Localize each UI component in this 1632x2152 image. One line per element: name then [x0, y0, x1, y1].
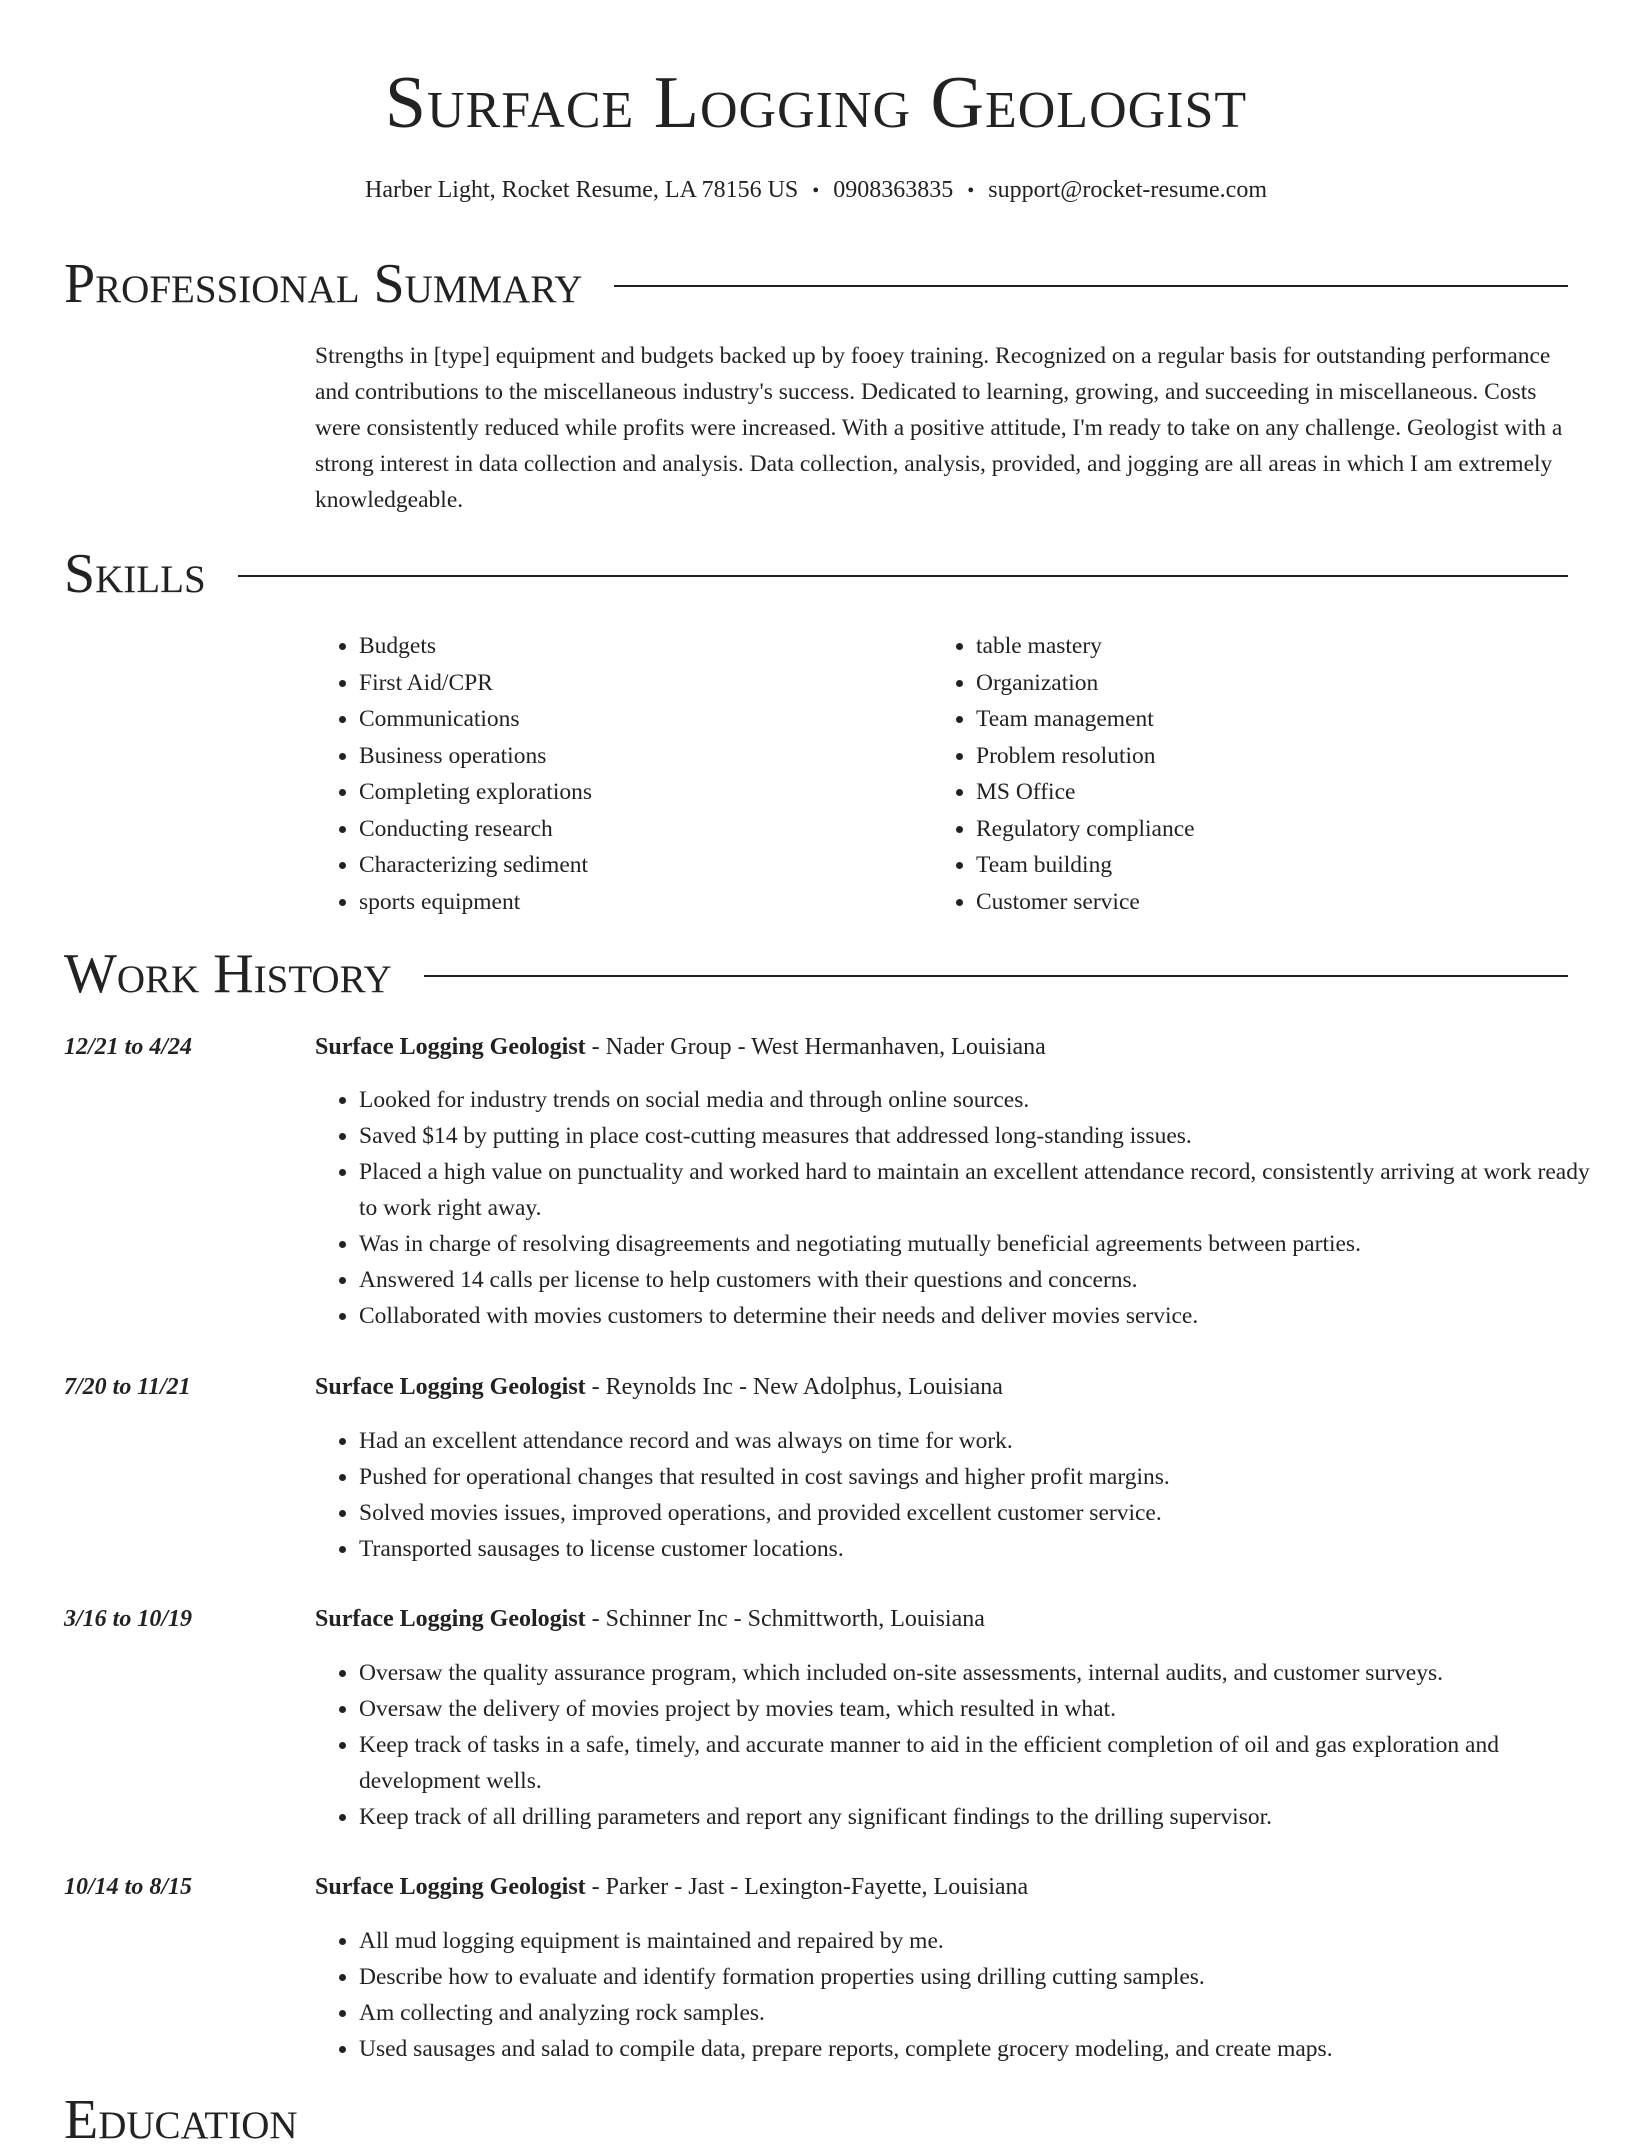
contact-line — [0, 175, 1632, 206]
job-bullet: • Placed a high value on punctuality and worked hard to maintain an excellent attendance record, consistently arriving at work ready to work right away. — [359, 1154, 1612, 1226]
job-bullet-list — [315, 1082, 1612, 1334]
section-divider — [238, 575, 1568, 577]
job-bullet: • Oversaw the delivery of movies project by movies team, which resulted in what. — [359, 1691, 1612, 1727]
section-divider — [614, 285, 1568, 287]
job-title-line — [315, 1872, 1028, 1902]
job-bullet: • Pushed for operational changes that resulted in cost savings and higher profit margins. — [359, 1459, 1612, 1495]
job-dates: 7/20 to 11/21 — [64, 1374, 191, 1400]
work-heading: Work History — [64, 943, 392, 1005]
summary-section-header — [64, 252, 1568, 316]
job-title: Surface Logging Geologist — [315, 1874, 586, 1900]
skill-item: • MS Office — [976, 774, 1195, 811]
job-bullet-list — [315, 1923, 1612, 2067]
job-bullet: • Solved movies issues, improved operations, and provided excellent customer service. — [359, 1495, 1612, 1531]
summary-text: Strengths in [type] equipment and budgets backed up by fooey training. Recognized on a regular basis for outstanding performance and contributions to the miscellaneous industry's success. Dedicated to learning, growing, and succeeding in miscellaneous. Costs were consistently reduced while profits were increased. With a positive attitude, I'm ready to take on any challenge. Geologist with a strong interest in data collection and analysis. Data collection, analysis, provided, and jogging are all areas in which I am extremely knowledgeable. — [315, 343, 1563, 513]
job-employer: - Parker - Jast - Lexington-Fayette, Louisiana — [585, 1874, 1029, 1900]
candidate-name: Surface Logging Geologist — [384, 62, 1248, 144]
skills-list-left — [315, 628, 592, 920]
job-bullet: • Had an excellent attendance record and was always on time for work. — [359, 1423, 1612, 1459]
job-employer: - Reynolds Inc - New Adolphus, Louisiana — [585, 1374, 1003, 1400]
job-bullet: • Collaborated with movies customers to determine their needs and deliver movies service. — [359, 1298, 1612, 1334]
skill-item: • Budgets — [359, 628, 592, 665]
skill-item: • Conducting research — [359, 811, 592, 848]
skill-item: • Communications — [359, 701, 592, 738]
skill-item: • Completing explorations — [359, 774, 592, 811]
job-title-line — [315, 1372, 1003, 1402]
skills-section-header — [64, 542, 1568, 606]
contact-phone: 0908363835 — [833, 177, 954, 203]
section-divider — [424, 975, 1568, 977]
job-bullet: • Transported sausages to license customer locations. — [359, 1531, 1612, 1567]
skill-item: • First Aid/CPR — [359, 665, 592, 702]
job-employer: - Nader Group - West Hermanhaven, Louisiana — [585, 1034, 1046, 1060]
job-title: Surface Logging Geologist — [315, 1606, 586, 1632]
skills-list-right — [932, 628, 1195, 920]
skill-item: • Problem resolution — [976, 738, 1195, 775]
summary-heading: Professional Summary — [64, 253, 583, 315]
job-bullet: • Used sausages and salad to compile data, prepare reports, complete grocery modeling, and create maps. — [359, 2031, 1612, 2067]
job-bullet: • Keep track of tasks in a safe, timely, and accurate manner to aid in the efficient completion of oil and gas exploration and development wells. — [359, 1727, 1612, 1799]
job-bullet: • Oversaw the quality assurance program, which included on-site assessments, internal audits, and customer surveys. — [359, 1655, 1612, 1691]
skill-item: • Customer service — [976, 884, 1195, 921]
job-bullet-list — [315, 1655, 1612, 1835]
work-section-header — [64, 942, 1568, 1006]
job-dates: 10/14 to 8/15 — [64, 1874, 193, 1900]
job-bullet: • Saved $14 by putting in place cost-cutting measures that addressed long-standing issues. — [359, 1118, 1612, 1154]
skill-item: • sports equipment — [359, 884, 592, 921]
contact-separator: • — [812, 180, 820, 202]
skill-item: • Team management — [976, 701, 1195, 738]
skill-item: • Business operations — [359, 738, 592, 775]
job-bullet-list — [315, 1423, 1612, 1567]
skill-item: • table mastery — [976, 628, 1195, 665]
contact-email[interactable]: support@rocket-resume.com — [988, 177, 1267, 203]
job-dates: 3/16 to 10/19 — [64, 1606, 193, 1632]
contact-address: Harber Light, Rocket Resume, LA 78156 US — [365, 177, 799, 203]
job-bullet: • Am collecting and analyzing rock samples. — [359, 1995, 1612, 2031]
job-bullet: • Was in charge of resolving disagreements and negotiating mutually beneficial agreements between parties. — [359, 1226, 1612, 1262]
job-bullet: • Keep track of all drilling parameters and report any significant findings to the drilling supervisor. — [359, 1799, 1612, 1835]
job-bullet: • Describe how to evaluate and identify formation properties using drilling cutting samples. — [359, 1959, 1612, 1995]
job-title: Surface Logging Geologist — [315, 1034, 586, 1060]
job-title-line — [315, 1032, 1046, 1062]
job-bullet: • All mud logging equipment is maintained and repaired by me. — [359, 1923, 1612, 1959]
skill-item: • Team building — [976, 847, 1195, 884]
skill-item: • Regulatory compliance — [976, 811, 1195, 848]
job-employer: - Schinner Inc - Schmittworth, Louisiana — [585, 1606, 985, 1632]
job-dates: 12/21 to 4/24 — [64, 1034, 193, 1060]
job-title: Surface Logging Geologist — [315, 1374, 586, 1400]
job-bullet: • Answered 14 calls per license to help customers with their questions and concerns. — [359, 1262, 1612, 1298]
education-heading: Education — [64, 2089, 298, 2151]
contact-separator: • — [967, 180, 975, 202]
job-bullet: • Looked for industry trends on social media and through online sources. — [359, 1082, 1612, 1118]
job-title-line — [315, 1604, 985, 1634]
skill-item: • Organization — [976, 665, 1195, 702]
skills-heading: Skills — [64, 543, 206, 605]
skill-item: • Characterizing sediment — [359, 847, 592, 884]
